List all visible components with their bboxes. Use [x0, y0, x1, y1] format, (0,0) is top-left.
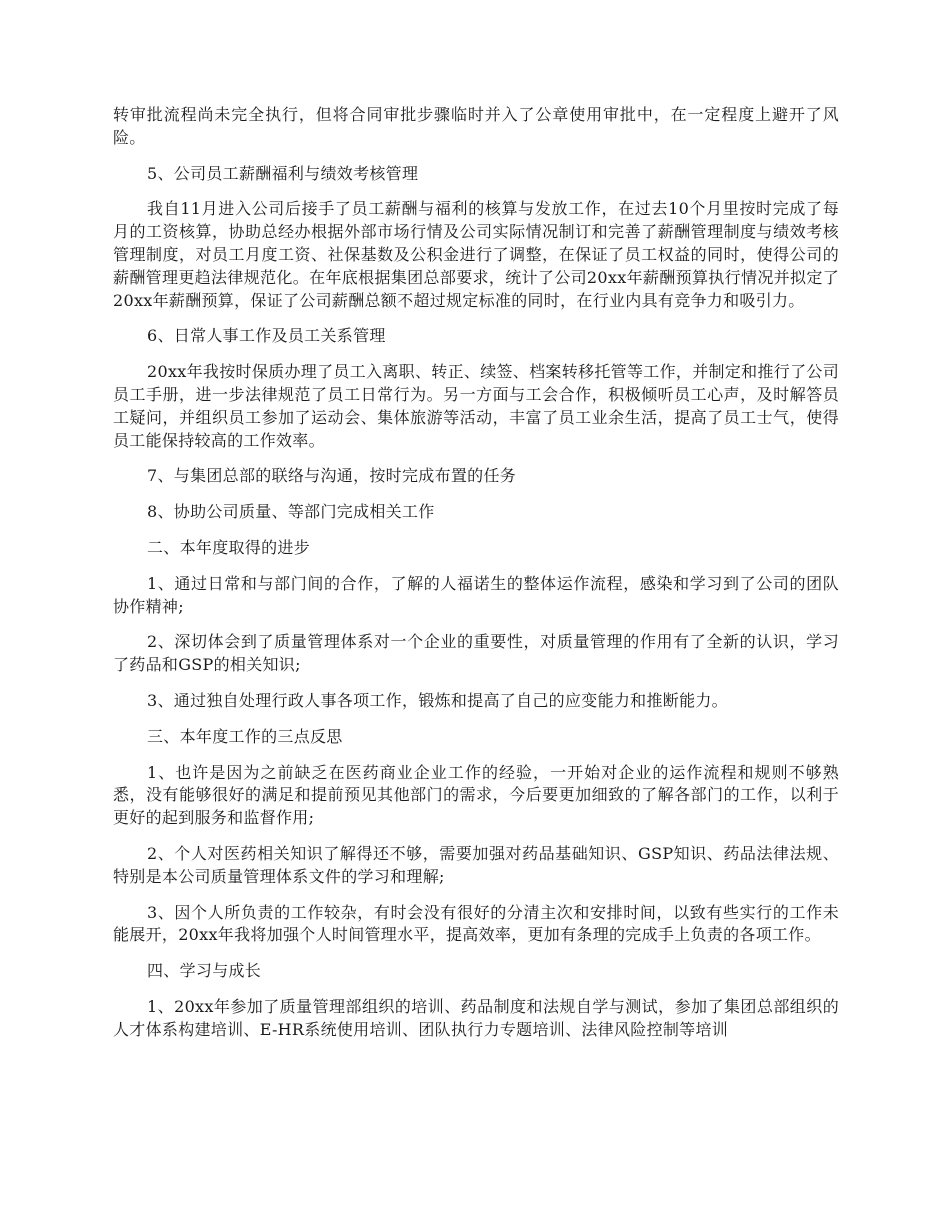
reflection-item-3: 3、因个人所负责的工作较杂，有时会没有很好的分清主次和安排时间，以致有些实行的工作未能展开，20xx年我将加强个人时间管理水平，提高效率，更加有条理的完成手上负责的各项工作。	[113, 902, 839, 945]
reflection-item-1: 1、也许是因为之前缺乏在医药商业企业工作的经验，一开始对企业的运作流程和规则不够熟悉，没有能够很好的满足和提前预见其他部门的需求，今后要更加细致的了解各部门的工作，以利于更好的起到服务和监督作用;	[113, 762, 839, 828]
section-heading-salary-performance: 5、公司员工薪酬福利与绩效考核管理	[147, 163, 419, 183]
progress-item-1: 1、通过日常和与部门间的合作，了解的人福诺生的整体运作流程，感染和学习到了公司的团队协作精神;	[113, 573, 839, 616]
section-heading-progress: 二、本年度取得的进步	[147, 537, 311, 557]
section-heading-group-liaison: 7、与集团总部的联络与沟通，按时完成布置的任务	[147, 466, 517, 486]
section-heading-reflections: 三、本年度工作的三点反思	[147, 726, 343, 746]
paragraph-continuation: 转审批流程尚未完全执行，但将合同审批步骤临时并入了公章使用审批中，在一定程度上避开了风险。	[113, 105, 839, 147]
progress-item-2: 2、深切体会到了质量管理体系对一个企业的重要性，对质量管理的作用有了全新的认识，学习了药品和GSP的相关知识;	[113, 632, 839, 675]
section-heading-assist-departments: 8、协助公司质量、等部门完成相关工作	[147, 502, 435, 522]
learning-item-1: 1、20xx年参加了质量管理部组织的培训、药品制度和法规自学与测试，参加了集团总部组织的人才体系构建培训、E-HR系统使用培训、团队执行力专题培训、法律风险控制等培训	[113, 996, 839, 1039]
section-heading-learning-growth: 四、学习与成长	[147, 961, 262, 981]
paragraph-daily-hr-details: 20xx年我按时保质办理了员工入离职、转正、续签、档案转移托管等工作，并制定和推行了公司员工手册，进一步法律规范了员工日常行为。另一方面与工会合作，积极倾听员工心声，及时解答员工疑问，并组织员工参加了运动会、集体旅游等活动，丰富了员工业余生活，提高了员工士气，使得员工能保持较高的工作效率。	[113, 362, 839, 450]
paragraph-salary-details: 我自11月进入公司后接手了员工薪酬与福利的核算与发放工作，在过去10个月里按时完成了每月的工资核算，协助总经办根据外部市场行情及公司实际情况制订和完善了薪酬管理制度与绩效考核管理制度，对员工月度工资、社保基数及公积金进行了调整，在保证了员工权益的同时，使得公司的薪酬管理更趋法律规范化。在年底根据集团总部要求，统计了公司20xx年薪酬预算执行情况并拟定了20xx年薪酬预算，保证了公司薪酬总额不超过规定标准的同时，在行业内具有竞争力和吸引力。	[113, 199, 839, 310]
reflection-item-2: 2、个人对医药相关知识了解得还不够，需要加强对药品基础知识、GSP知识、药品法律法规、特别是本公司质量管理体系文件的学习和理解;	[113, 843, 839, 886]
progress-item-3: 3、通过独自处理行政人事各项工作，锻炼和提高了自己的应变能力和推断能力。	[147, 690, 728, 710]
document-page	[113, 104, 839, 1055]
section-heading-daily-hr: 6、日常人事工作及员工关系管理	[147, 326, 386, 346]
